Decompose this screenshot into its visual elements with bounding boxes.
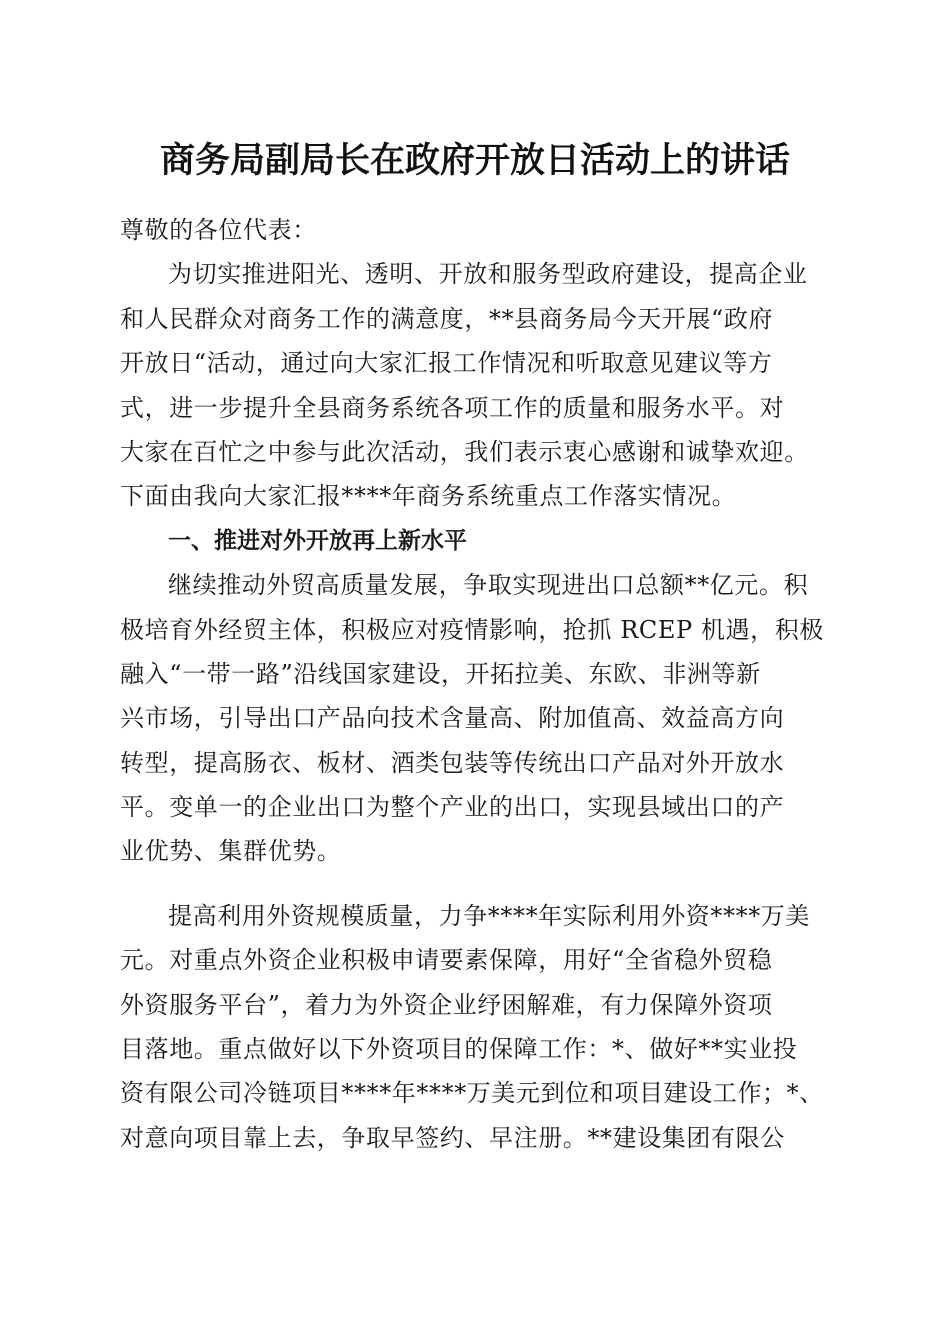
paragraph-line: 平。变单一的企业出口为整个产业的出口，实现县域出口的产 xyxy=(120,793,785,822)
paragraph-line: 大家在百忙之中参与此次活动，我们表示衷心感谢和诚挚欢迎。 xyxy=(120,437,809,466)
paragraph-line: 融入“一带一路”沿线国家建设，开拓拉美、东欧、非洲等新 xyxy=(120,659,761,688)
paragraph-line: 下面由我向大家汇报****年商务系统重点工作落实情况。 xyxy=(120,482,737,511)
paragraph-foreign-investment xyxy=(120,894,832,1160)
paragraph-line: 对意向项目靠上去，争取早签约、早注册。**建设集团有限公 xyxy=(120,1123,785,1152)
paragraph-line: 外资服务平台”，着力为外资企业纾困解难，有力保障外资项 xyxy=(120,990,773,1019)
paragraph-line: 继续推动外贸高质量发展，争取实现进出口总额**亿元。积 xyxy=(168,571,809,600)
paragraph-line: 业优势、集群优势。 xyxy=(120,837,342,866)
paragraph-line: 元。对重点外资企业积极申请要素保障，用好“全省稳外贸稳 xyxy=(120,946,773,975)
paragraph-line: 为切实推进阳光、透明、开放和服务型政府建设，提高企业 xyxy=(168,260,808,289)
paragraph-line: 极培育外经贸主体，积极应对疫情影响，抢抓 RCEP 机遇，积极 xyxy=(120,615,824,644)
salutation: 尊敬的各位代表： xyxy=(120,216,317,244)
paragraph-intro xyxy=(120,252,832,518)
paragraph-line: 兴市场，引导出口产品向技术含量高、附加值高、效益高方向 xyxy=(120,704,785,733)
paragraph-line: 提高利用外资规模质量，力争****年实际利用外资****万美 xyxy=(168,901,810,930)
paragraph-gap xyxy=(120,874,832,894)
paragraph-line: 和人民群众对商务工作的满意度，**县商务局今天开展“政府 xyxy=(120,304,774,333)
paragraph-line: 目落地。重点做好以下外资项目的保障工作：*、做好**实业投 xyxy=(120,1035,798,1064)
paragraph-line: 式，进一步提升全县商务系统各项工作的质量和服务水平。对 xyxy=(120,393,785,422)
paragraph-foreign-trade xyxy=(120,563,832,874)
document-body xyxy=(120,208,832,1160)
paragraph-line: 转型，提高肠衣、板材、酒类包装等传统出口产品对外开放水 xyxy=(120,748,785,777)
document-title: 商务局副局长在政府开放日活动上的讲话 xyxy=(159,140,790,181)
paragraph-line: 资有限公司冷链项目****年****万美元到位和项目建设工作；*、 xyxy=(120,1079,824,1108)
section-heading: 一、推进对外开放再上新水平 xyxy=(168,527,467,554)
paragraph-line: 开放日“活动，通过向大家汇报工作情况和听取意见建议等方 xyxy=(120,349,773,378)
